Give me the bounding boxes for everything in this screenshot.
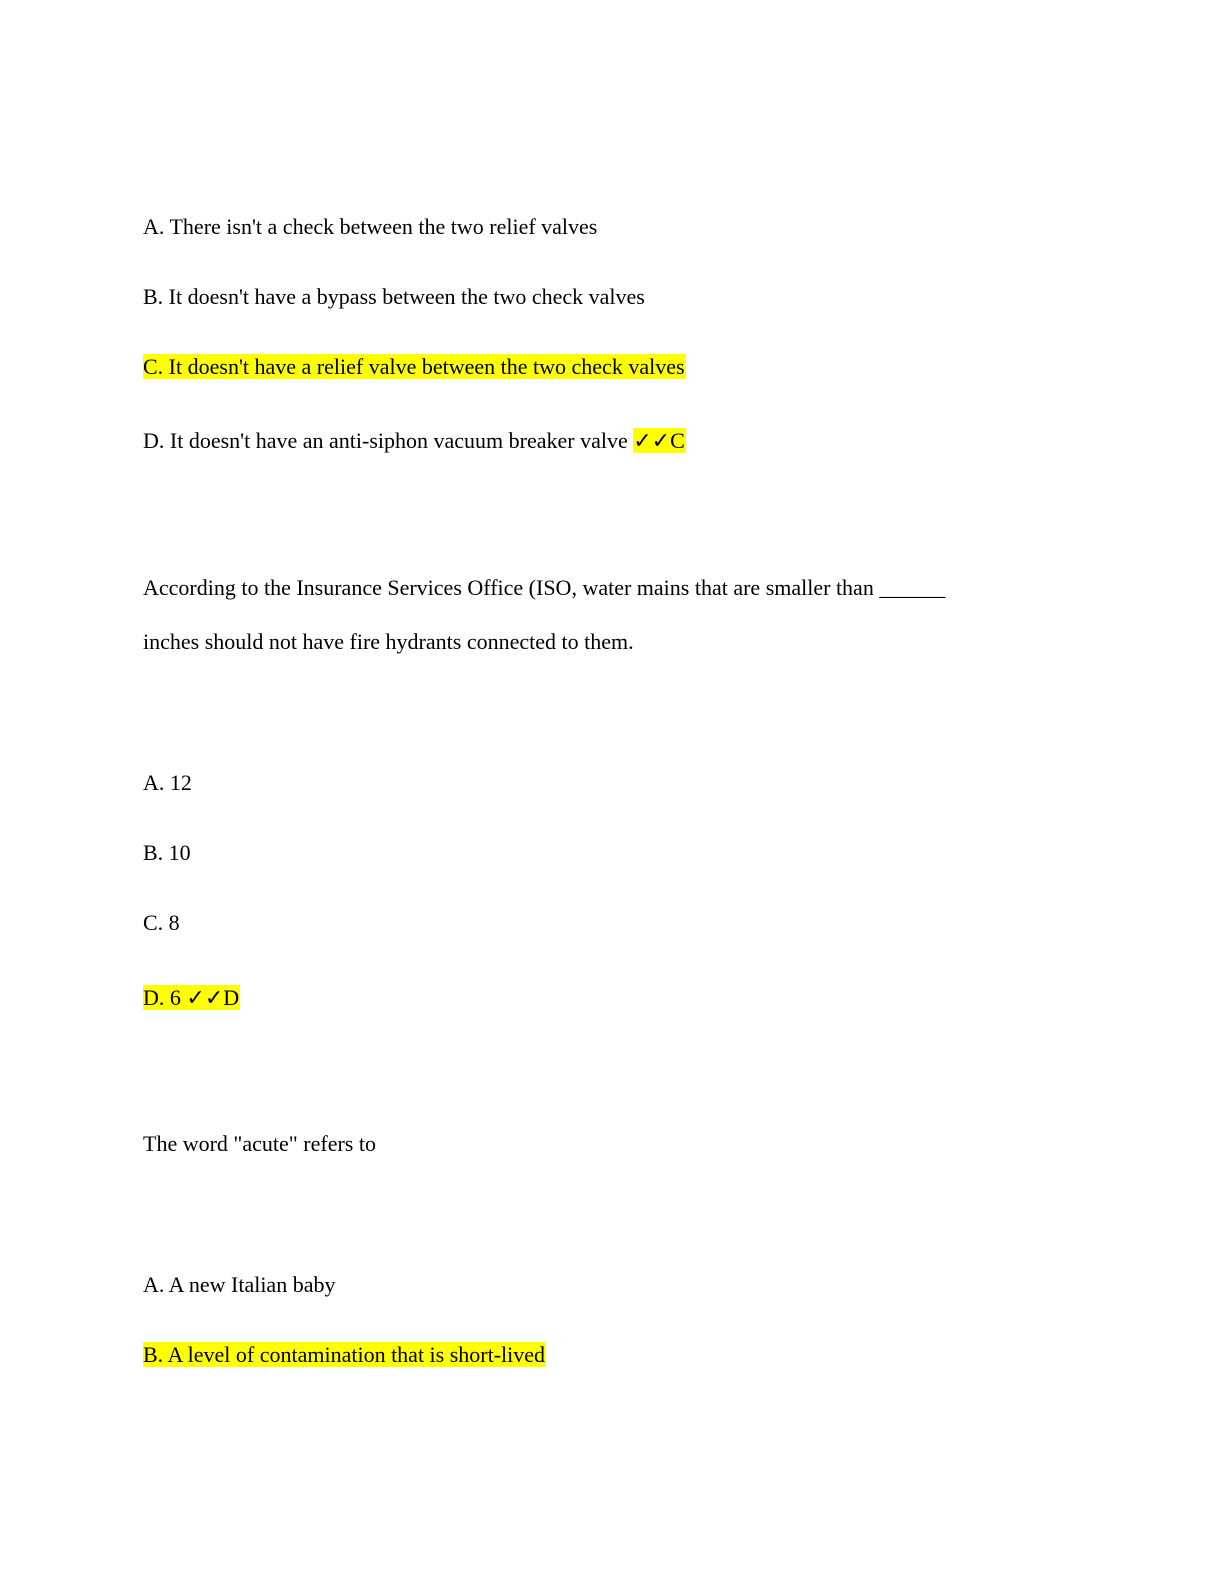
double-check-icon: ✓✓	[186, 986, 224, 1011]
q3-option-a-text: A. A new Italian baby	[143, 1272, 336, 1297]
q1-option-d-text: D. It doesn't have an anti-siphon vacuum breaker valve	[143, 428, 628, 453]
q3-option-b-text: B. A level of contamination that is short-lived	[143, 1342, 546, 1367]
q2-option-d-marker	[143, 985, 240, 1010]
q3-question	[143, 1130, 376, 1158]
q2-option-d-highlighted	[143, 984, 240, 1012]
double-check-icon: ✓✓	[633, 429, 671, 454]
q3-question-text: The word "acute" refers to	[143, 1131, 376, 1156]
q1-option-c-text: C. It doesn't have a relief valve between the two check valves	[143, 354, 685, 379]
q2-option-c	[143, 909, 180, 937]
q2-answer-letter: D	[223, 985, 240, 1010]
q1-option-a-text: A. There isn't a check between the two relief valves	[143, 214, 598, 239]
q1-option-b-text: B. It doesn't have a bypass between the two check valves	[143, 284, 645, 309]
q2-option-d-text: D. 6	[143, 985, 181, 1010]
q2-option-a	[143, 769, 192, 797]
q1-answer-marker	[633, 428, 686, 453]
q2-question-line-2	[143, 628, 634, 656]
q1-option-c-highlighted	[143, 353, 686, 381]
q2-question-text-1: According to the Insurance Services Office (ISO, water mains that are smaller than ______	[143, 575, 946, 600]
q3-option-b-highlighted	[143, 1341, 546, 1369]
q1-answer-letter: C	[670, 428, 685, 453]
q1-option-d	[143, 427, 686, 455]
q2-option-a-text: A. 12	[143, 770, 192, 795]
q3-option-a	[143, 1271, 335, 1299]
q2-question-text-2: inches should not have fire hydrants connected to them.	[143, 629, 634, 654]
q2-option-b-text: B. 10	[143, 840, 191, 865]
q2-option-c-text: C. 8	[143, 910, 180, 935]
q1-option-a	[143, 213, 597, 241]
q2-question-line-1	[143, 574, 945, 602]
q2-option-b	[143, 839, 191, 867]
q1-option-b	[143, 283, 645, 311]
